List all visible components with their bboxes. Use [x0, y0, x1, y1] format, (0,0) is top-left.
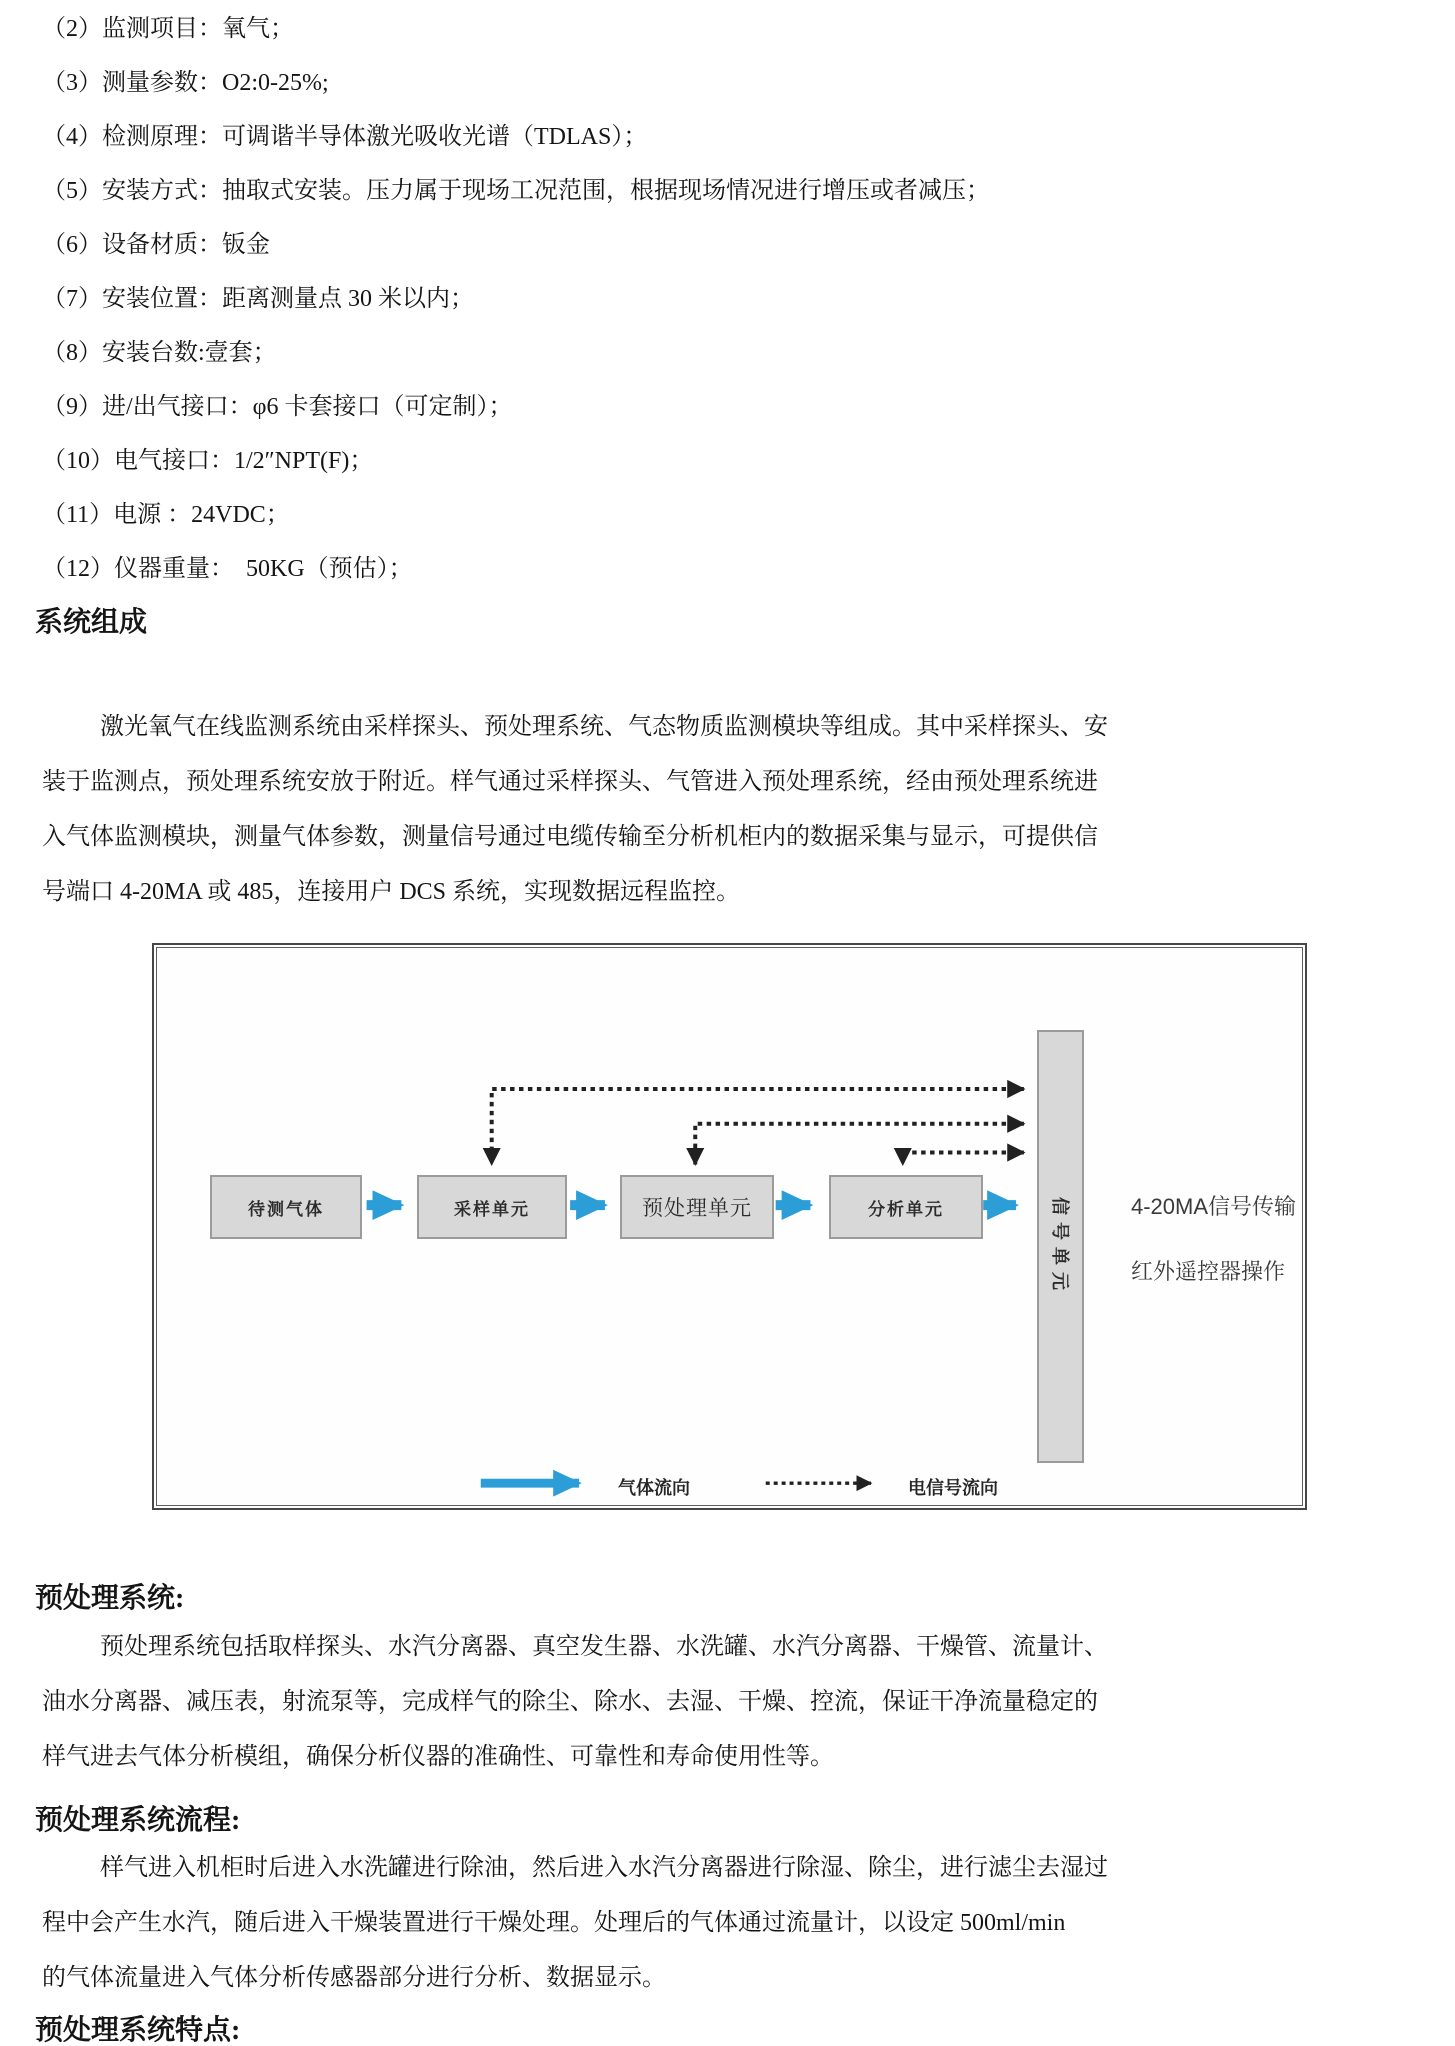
diagram-box-gas-to-measure: 待测气体 — [210, 1175, 362, 1239]
signal-line-analysis — [903, 1153, 1024, 1165]
composition-paragraph — [42, 700, 1132, 920]
legend-gas-flow-label: 气体流向 — [618, 1478, 690, 1498]
paragraph-line: 样气进入机柜时后进入水洗罐进行除油，然后进入水汽分离器进行除湿、除尘，进行滤尘去湿过 — [100, 1855, 1108, 1881]
diagram-note-ir-remote-operation: 红外遥控器操作 — [1131, 1259, 1286, 1284]
paragraph-line: 样气进去气体分析模组，确保分析仪器的准确性、可靠性和寿命使用性等。 — [42, 1744, 834, 1770]
spec-item-install-count: （8）安装台数:壹套； — [42, 340, 277, 366]
paragraph-line: 油水分离器、减压表，射流泵等，完成样气的除尘、除水、去湿、干燥、控流，保证干净流量稳定的 — [42, 1689, 1098, 1715]
legend-signal-flow-label: 电信号流向 — [908, 1478, 998, 1498]
diagram-box-analysis-unit: 分析单元 — [829, 1175, 983, 1239]
diagram-note-4-20ma-transmission: 4-20MA信号传输 — [1131, 1194, 1297, 1219]
spec-item-monitoring-target: （2）监测项目：氧气； — [42, 16, 294, 42]
paragraph-line: 号端口 4-20MA 或 485，连接用户 DCS 系统，实现数据远程监控。 — [42, 879, 741, 905]
spec-item-electric-port: （10）电气接口：1/2″NPT(F)； — [42, 448, 374, 474]
signal-line-pretreatment — [695, 1124, 1024, 1165]
spec-item-install-location: （7）安装位置：距离测量点 30 米以内； — [42, 286, 474, 312]
diagram-box-sampling-unit: 采样单元 — [417, 1175, 567, 1239]
spec-item-install-method: （5）安装方式：抽取式安装。压力属于现场工况范围，根据现场情况进行增压或者减压； — [42, 178, 990, 204]
spec-item-material: （6）设备材质：钣金 — [42, 232, 270, 258]
paragraph-line: 程中会产生水汽，随后进入干燥装置进行干燥处理。处理后的气体通过流量计，以设定 500ml/min — [42, 1910, 1066, 1936]
spec-item-principle: （4）检测原理：可调谐半导体激光吸收光谱（TDLAS）； — [42, 124, 648, 150]
spec-item-gas-port: （9）进/出气接口：φ6 卡套接口（可定制）； — [42, 394, 513, 420]
diagram-box-pretreatment-unit: 预处理单元 — [620, 1175, 774, 1239]
signal-dashed-lines — [492, 1089, 1024, 1164]
diagram-box-signal-unit — [1037, 1030, 1084, 1463]
paragraph-line: 入气体监测模块，测量气体参数，测量信号通过电缆传输至分析机柜内的数据采集与显示，可提供信 — [42, 824, 1098, 850]
signal-line-sampling — [492, 1089, 1024, 1164]
pretreatment-paragraph — [42, 1620, 1132, 1785]
paragraph-line: 激光氧气在线监测系统由采样探头、预处理系统、气态物质监测模块等组成。其中采样探头、安 — [100, 714, 1108, 740]
paragraph-line: 预处理系统包括取样探头、水汽分离器、真空发生器、水洗罐、水汽分离器、干燥管、流量计、 — [100, 1634, 1108, 1660]
heading-pretreatment-system: 预处理系统: — [35, 1583, 185, 1614]
system-flow-diagram — [152, 943, 1307, 1510]
heading-pretreatment-features: 预处理系统特点: — [35, 2015, 241, 2046]
signal-unit-label: 信号单元 — [1049, 1196, 1070, 1297]
paragraph-line: 装于监测点，预处理系统安放于附近。样气通过采样探头、气管进入预处理系统，经由预处理系统进 — [42, 769, 1098, 795]
heading-system-composition: 系统组成 — [35, 607, 148, 638]
spec-item-measure-param: （3）测量参数：O2:0-25%; — [42, 70, 329, 96]
process-paragraph — [42, 1841, 1132, 2006]
paragraph-line: 的气体流量进入气体分析传感器部分进行分析、数据显示。 — [42, 1965, 666, 1991]
spec-item-power: （11）电源 ：24VDC； — [42, 502, 290, 528]
spec-list — [42, 2, 1142, 596]
spec-item-weight: （12）仪器重量： 50KG（预估）； — [42, 556, 413, 582]
heading-pretreatment-process: 预处理系统流程: — [35, 1805, 241, 1836]
